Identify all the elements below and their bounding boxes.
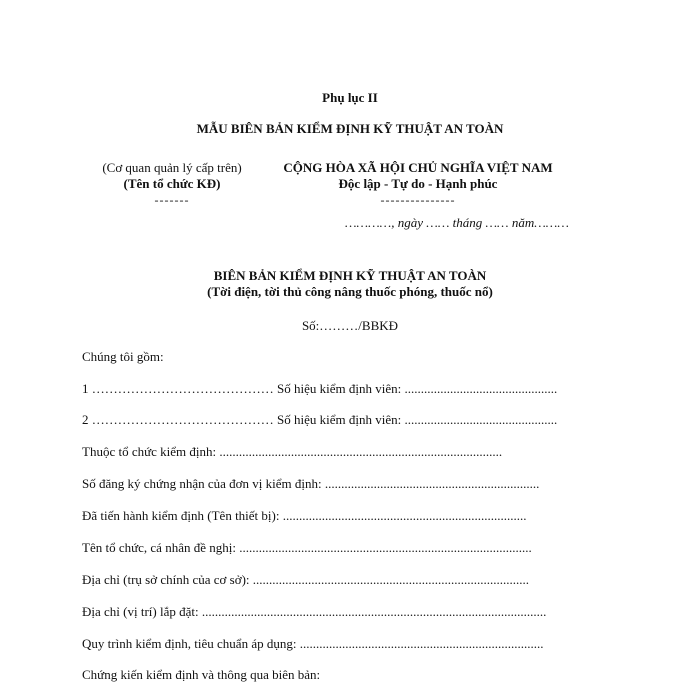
report-title: BIÊN BẢN KIỂM ĐỊNH KỸ THUẬT AN TOÀN bbox=[213, 268, 487, 283]
report-number: Số:………/BBKĐ bbox=[301, 318, 399, 333]
org-name-label: (Tên tổ chức KĐ) bbox=[123, 176, 221, 191]
we-include-label: Chúng tôi gồm: bbox=[82, 349, 164, 364]
form-title: MẪU BIÊN BẢN KIỂM ĐỊNH KỸ THUẬT AN TOÀN bbox=[196, 121, 504, 136]
date-line: …………, ngày …… tháng …… năm……… bbox=[345, 215, 569, 230]
parent-agency-label: (Cơ quan quản lý cấp trên) bbox=[102, 160, 242, 175]
field-device-name: Đã tiến hành kiểm định (Tên thiết bị): ........................................................................... bbox=[82, 508, 527, 523]
appendix-label: Phụ lục II bbox=[322, 90, 378, 105]
report-title-block bbox=[0, 268, 700, 300]
report-subtitle: (Tời điện, tời thủ công nâng thuốc phóng, thuốc nổ) bbox=[207, 284, 493, 299]
nation-divider: --------------- bbox=[380, 193, 456, 207]
field-address: Địa chỉ (trụ sở chính của cơ sở): ..................................................................................... bbox=[82, 572, 530, 587]
nation-block bbox=[268, 160, 568, 208]
inspector-line-2: 2 …………………………………… Số hiệu kiểm định viên: ............................................... bbox=[82, 412, 558, 427]
field-requester: Tên tổ chức, cá nhân đề nghị: .......................................................................................... bbox=[82, 540, 532, 555]
nation-name: CỘNG HÒA XÃ HỘI CHỦ NGHĨA VIỆT NAM bbox=[283, 160, 553, 175]
field-witness: Chứng kiến kiểm định và thông qua biên bản: bbox=[82, 667, 321, 682]
field-inspection-org: Thuộc tổ chức kiểm định: ....................................................................................... bbox=[82, 444, 503, 459]
agency-block bbox=[88, 160, 256, 208]
nation-motto: Độc lập - Tự do - Hạnh phúc bbox=[338, 176, 498, 191]
field-install-location: Địa chỉ (vị trí) lắp đặt: .......................................................................................................... bbox=[82, 604, 547, 619]
agency-divider: ------- bbox=[154, 193, 190, 207]
field-procedure: Quy trình kiểm định, tiêu chuẩn áp dụng: ........................................................................... bbox=[82, 636, 544, 651]
field-registration-number: Số đăng ký chứng nhận của đơn vị kiểm định: .................................................................. bbox=[82, 476, 540, 491]
inspector-line-1: 1 …………………………………… Số hiệu kiểm định viên: ............................................... bbox=[82, 381, 558, 396]
